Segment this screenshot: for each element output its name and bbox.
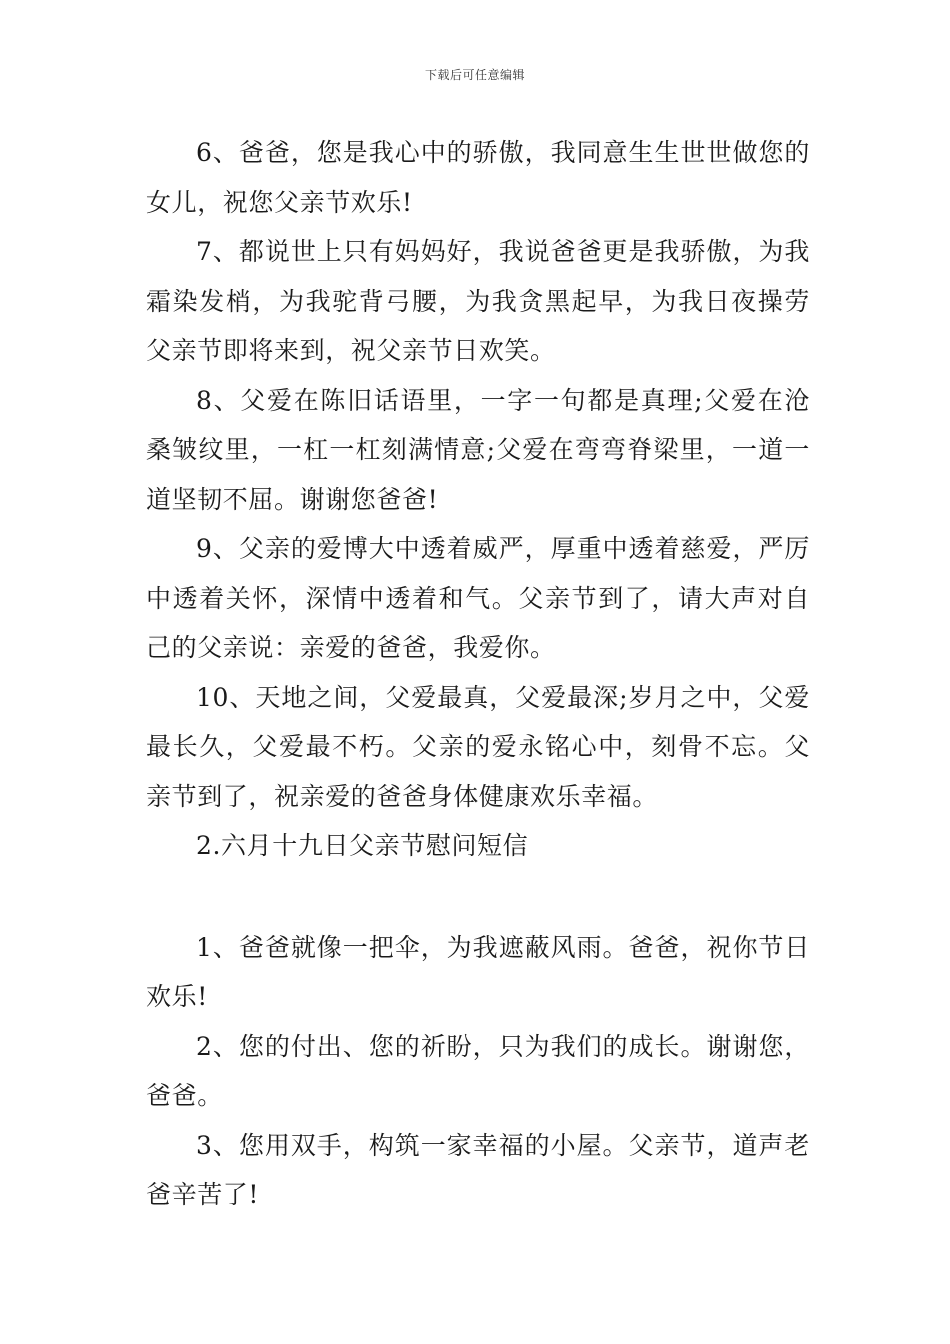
paragraph-10: 10、天地之间，父爱最真，父爱最深;岁月之中，父爱最长久，父爱最不朽。父亲的爱永铭心中，刻骨不忘。父亲节到了，祝亲爱的爸爸身体健康欢乐幸福。 <box>146 682 810 811</box>
message-1: 1、爸爸就像一把伞，为我遮蔽风雨。爸爸，祝你节日欢乐! <box>146 932 810 1011</box>
message-3: 3、您用双手，构筑一家幸福的小屋。父亲节，道声老爸辛苦了! <box>146 1130 810 1209</box>
document-body <box>146 128 810 1220</box>
section-spacer <box>146 871 810 923</box>
message-2: 2、您的付出、您的祈盼，只为我们的成长。谢谢您，爸爸。 <box>146 1031 810 1110</box>
paragraph-9: 9、父亲的爱博大中透着威严，厚重中透着慈爱，严厉中透着关怀，深情中透着和气。父亲节到了，请大声对自己的父亲说：亲爱的爸爸，我爱你。 <box>146 534 810 662</box>
section-heading: 2.六月十九日父亲节慰问短信 <box>196 831 529 860</box>
paragraph-6: 6、爸爸，您是我心中的骄傲，我同意生生世世做您的女儿，祝您父亲节欢乐! <box>146 138 810 217</box>
page-header: 下载后可任意编辑 <box>424 68 525 82</box>
paragraph-7: 7、都说世上只有妈妈好，我说爸爸更是我骄傲，为我霜染发梢，为我驼背弓腰，为我贪黑起早，为我日夜操劳父亲节即将来到，祝父亲节日欢笑。 <box>146 237 810 365</box>
paragraph-8: 8、父爱在陈旧话语里，一字一句都是真理;父爱在沧桑皱纹里，一杠一杠刻满情意;父爱在弯弯脊梁里，一道一道坚韧不屈。谢谢您爸爸! <box>146 385 810 514</box>
